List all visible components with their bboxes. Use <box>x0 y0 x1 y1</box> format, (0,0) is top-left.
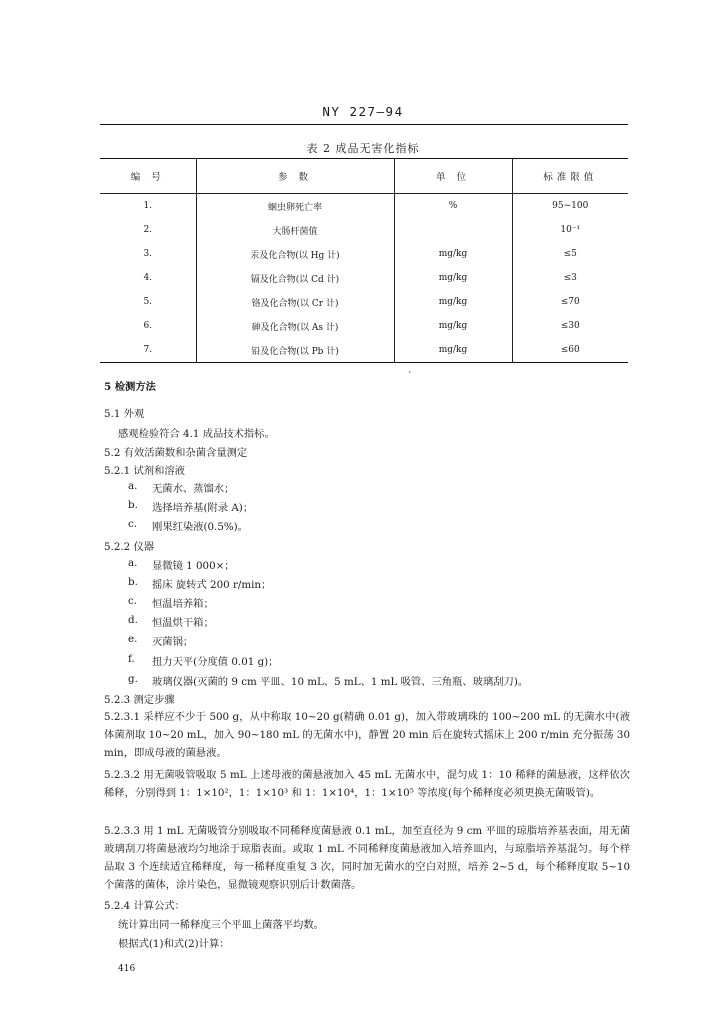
paragraph-5-2-3-1: 5.2.3.1 采样应不少于 500 g，从中称取 10~20 g(精确 0.01 g)，加入带玻璃珠的 100~200 mL 的无菌水中(液体菌剂取 10~20 mL，加入 90~180 mL 的无菌水中)，静置 20 min 后在旋转式摇床上 200 r/min 充分振荡 30 min，即成母液的菌悬液。 <box>104 711 630 759</box>
harmlessness-index-table <box>100 158 628 363</box>
list-item: 显微镜 1 000×； <box>152 560 235 572</box>
table-cell: 砷及化合物(以 As 计) <box>196 314 394 338</box>
header-rule <box>100 124 628 125</box>
column-header: 标准限值 <box>512 159 628 194</box>
table-cell: ≤30 <box>512 314 628 338</box>
table-cell: mg/kg <box>394 338 512 363</box>
table-cell: 镉及化合物(以 Cd 计) <box>196 266 394 290</box>
stray-mark: ` <box>408 372 413 382</box>
table-cell: mg/kg <box>394 314 512 338</box>
formula-note: 统计算出同一稀释度三个平皿上菌落平均数。 <box>118 919 324 931</box>
table-row <box>100 194 628 219</box>
section-heading-5-2: 5.2 有效活菌数和杂菌含量测定 <box>104 447 248 459</box>
list-item: 扭力天平(分度值 0.01 g)； <box>152 656 279 668</box>
table-cell: 10⁻¹ <box>512 218 628 242</box>
section-heading-5-1: 5.1 外观 <box>104 408 145 420</box>
table-row <box>100 242 628 266</box>
table-cell: 蛔虫卵死亡率 <box>196 194 394 219</box>
table-title: 表 2 成品无害化指标 <box>306 142 420 155</box>
table-row <box>100 314 628 338</box>
table-cell: 95~100 <box>512 194 628 219</box>
table-cell: ≤5 <box>512 242 628 266</box>
column-header: 参 数 <box>196 159 394 194</box>
section-heading-5-2-1: 5.2.1 试剂和溶液 <box>104 465 185 477</box>
list-item: 刚果红染液(0.5%)。 <box>152 521 248 533</box>
list-item: 恒温培养箱； <box>152 598 214 610</box>
list-item: 无菌水、蒸馏水； <box>152 483 235 495</box>
list-item-marker: a. <box>128 557 138 569</box>
table-cell: 7. <box>100 338 196 363</box>
table-cell <box>394 218 512 242</box>
list-item-marker: f. <box>128 653 135 665</box>
table-row <box>100 218 628 242</box>
table-row <box>100 290 628 314</box>
list-item-marker: g. <box>128 673 138 685</box>
list-item-marker: a. <box>128 480 138 492</box>
table-cell: 铅及化合物(以 Pb 计) <box>196 338 394 363</box>
section-heading-5-2-3: 5.2.3 测定步骤 <box>104 694 175 706</box>
column-header: 单 位 <box>394 159 512 194</box>
section-text-5-1: 感观检验符合 4.1 成品技术指标。 <box>118 428 275 440</box>
table-cell: 汞及化合物(以 Hg 计) <box>196 242 394 266</box>
table-cell: ≤60 <box>512 338 628 363</box>
table-cell: 铬及化合物(以 Cr 计) <box>196 290 394 314</box>
standard-code-header: NY 227—94 <box>322 104 404 119</box>
list-item: 恒温烘干箱； <box>152 617 214 629</box>
table-cell: 3. <box>100 242 196 266</box>
section-heading-5-2-2: 5.2.2 仪器 <box>104 541 155 553</box>
table-cell: % <box>394 194 512 219</box>
table-cell: 5. <box>100 290 196 314</box>
table-cell: 6. <box>100 314 196 338</box>
table-row <box>100 338 628 363</box>
column-header: 编 号 <box>100 159 196 194</box>
list-item: 玻璃仪器(灭菌的 9 cm 平皿、10 mL、5 mL、1 mL 吸管、三角瓶、玻璃刮刀)。 <box>152 676 529 688</box>
list-item-marker: b. <box>128 499 138 511</box>
list-item-marker: e. <box>128 633 138 645</box>
table-cell: 4. <box>100 266 196 290</box>
table-cell: 1. <box>100 194 196 219</box>
list-item-marker: b. <box>128 576 138 588</box>
table-cell: mg/kg <box>394 290 512 314</box>
list-item-marker: c. <box>128 518 138 530</box>
list-item: 选择培养基(附录 A)； <box>152 502 254 514</box>
table-cell: 2. <box>100 218 196 242</box>
table-header-row <box>100 159 628 194</box>
table-cell: mg/kg <box>394 242 512 266</box>
section-heading-5-2-4: 5.2.4 计算公式： <box>104 900 185 912</box>
page-number: 416 <box>118 964 136 974</box>
list-item-marker: c. <box>128 595 138 607</box>
table-cell: ≤3 <box>512 266 628 290</box>
paragraph-5-2-3-2: 5.2.3.2 用无菌吸管吸取 5 mL 上述母液的菌悬液加入 45 mL 无菌水中，混匀成 1：10 稀释的菌悬液，这样依次稀释，分别得到 1：1×10²，1：1×10³ 和 1：1×10⁴，1：1×10⁵ 等浓度(每个稀释度必须更换无菌吸管)。 <box>104 769 630 799</box>
table-cell: 大肠杆菌值 <box>196 218 394 242</box>
list-item-marker: d. <box>128 614 138 626</box>
formula-reference: 根据式(1)和式(2)计算： <box>118 938 230 950</box>
section-heading-5: 5 检测方法 <box>104 381 156 393</box>
table-cell: ≤70 <box>512 290 628 314</box>
list-item: 摇床 旋转式 200 r/min； <box>152 579 272 591</box>
table-cell: mg/kg <box>394 266 512 290</box>
table-row <box>100 266 628 290</box>
list-item: 灭菌锅； <box>152 636 194 648</box>
paragraph-5-2-3-3: 5.2.3.3 用 1 mL 无菌吸管分别吸取不同稀释度菌悬液 0.1 mL，加至直径为 9 cm 平皿的琼脂培养基表面，用无菌玻璃刮刀将菌悬液均匀地涂于琼脂表面。或取 1 mL 不同稀释度菌悬液加入培养皿内，与琼脂培养基混匀。每个样品取 3 个连续适宜稀释度，每一稀释度重复 3 次，同时加无菌水的空白对照，培养 2~5 d，每个稀释度取 5~10 个菌落的菌体，涂片染色，显微镜观察识别后计数菌落。 <box>104 825 630 891</box>
